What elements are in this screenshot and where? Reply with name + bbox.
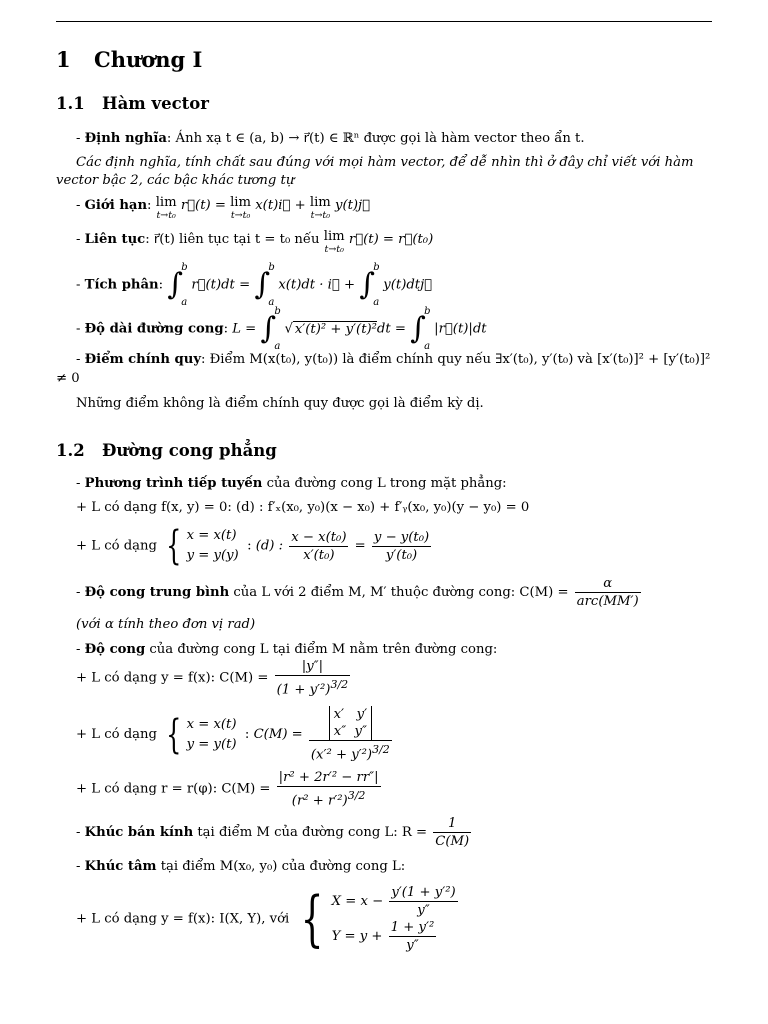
arclength-paragraph: - Độ dài đường cong: L = ∫ b a √ x′(t)² + y′(t)²dt = ∫ b a |r⃗(t)|dt: [76, 306, 487, 352]
integral-paragraph: - Tích phân: ∫ b a r⃗(t)dt = ∫ b a x(t)dt · i⃗ + ∫ b a y(t)dtj⃗: [76, 262, 433, 308]
radius-paragraph: - Khúc bán kính tại điểm M của đường cong L: R = $\frac{1}{C(M)}$: [76, 816, 470, 849]
note-paragraph: Các định nghĩa, tính chất sau đúng với mọi hàm vector, để dễ nhìn thì ở đây chỉ viết với hàm vector bậc 2, các bậc khác tương tự: [56, 155, 694, 188]
section-heading-1-1: 1.1 Hàm vector: [56, 94, 209, 113]
tangent-case-parametric: + L có dạng { x = x(t) y = y(y) : (d) : $\frac{\text{x − x(t₀)}}{\text{x′(t₀)}}$ = $\frac{\text{y − y(t₀)}}{\text{y′(t₀)}}$: [76, 523, 430, 569]
curvature-case-fx: + L có dạng y = f(x): C(M) = $\frac{|y''|}{(1 + y'^2)^{3/2}}$: [76, 659, 349, 698]
tangent-paragraph: - Phương trình tiếp tuyến của đường cong L trong mặt phẳng:: [76, 476, 507, 491]
definition-paragraph: - Định nghĩa: Ánh xạ t ∈ (a, b) → r⃗(t) ∈ ℝⁿ được gọi là hàm vector theo ẩn t.: [76, 131, 585, 146]
singular-point-paragraph: Những điểm không là điểm chính quy được gọi là điểm kỳ dị.: [76, 396, 484, 411]
center-paragraph: - Khúc tâm tại điểm M(x₀, y₀) của đường cong L:: [76, 859, 406, 874]
continuity-paragraph: - Liên tục: r⃗(t) liên tục tại t = t₀ nếu lim t→t₀ r⃗(t) = r⃗(t₀): [76, 229, 434, 255]
regular-point-paragraph: - Điểm chính quy: Điểm M(x(t₀), y(t₀)) là điểm chính quy nếu ∃x′(t₀), y′(t₀) và [x′(t₀)]² + [y′(t₀)]² ≠ 0: [56, 352, 711, 386]
center-case-fx: + L có dạng y = f(x): I(X, Y), với {X = x − $\frac{\text{y′(1 + y′²)}}{y''}$ Y = y + $\frac{\text{1 + y′²}}{y''}$: [76, 884, 456, 954]
avg-curvature-paragraph: - Độ cong trung bình của L với 2 điểm M, M′ thuộc đường cong: C(M) = $\frac{\alpha}{\text{arc(MM′)}}$: [76, 576, 639, 609]
limit-paragraph: - Giới hạn: lim t→t₀ r⃗(t) = lim t→t₀ x(t)i⃗ + lim t→t₀ y(t)j⃗: [76, 195, 371, 221]
curvature-case-polar: + L có dạng r = r(φ): C(M) = $\frac{\text{|r² + 2r′² − rr″|}}{(r^2 + r'^2)^{3/2}}$: [76, 770, 379, 809]
section-heading-1-2: 1.2 Đường cong phẳng: [56, 441, 277, 460]
header-rule: [56, 21, 712, 22]
curvature-paragraph: - Độ cong của đường cong L tại điểm M nằm trên đường cong:: [76, 642, 498, 657]
tangent-case-implicit: + L có dạng f(x, y) = 0: (d) : f′ₓ(x₀, y₀)(x − x₀) + f′ᵧ(x₀, y₀)(y − y₀) = 0: [76, 500, 530, 515]
chapter-heading: 1 Chương I: [56, 47, 203, 72]
avg-curvature-note: (với α tính theo đơn vị rad): [76, 617, 256, 632]
curvature-case-parametric: + L có dạng { x = x(t) y = y(t) : C(M) = x′ y′ x″ y″ $(x'^2 + y'^2)^{3/2}$: [76, 707, 390, 763]
